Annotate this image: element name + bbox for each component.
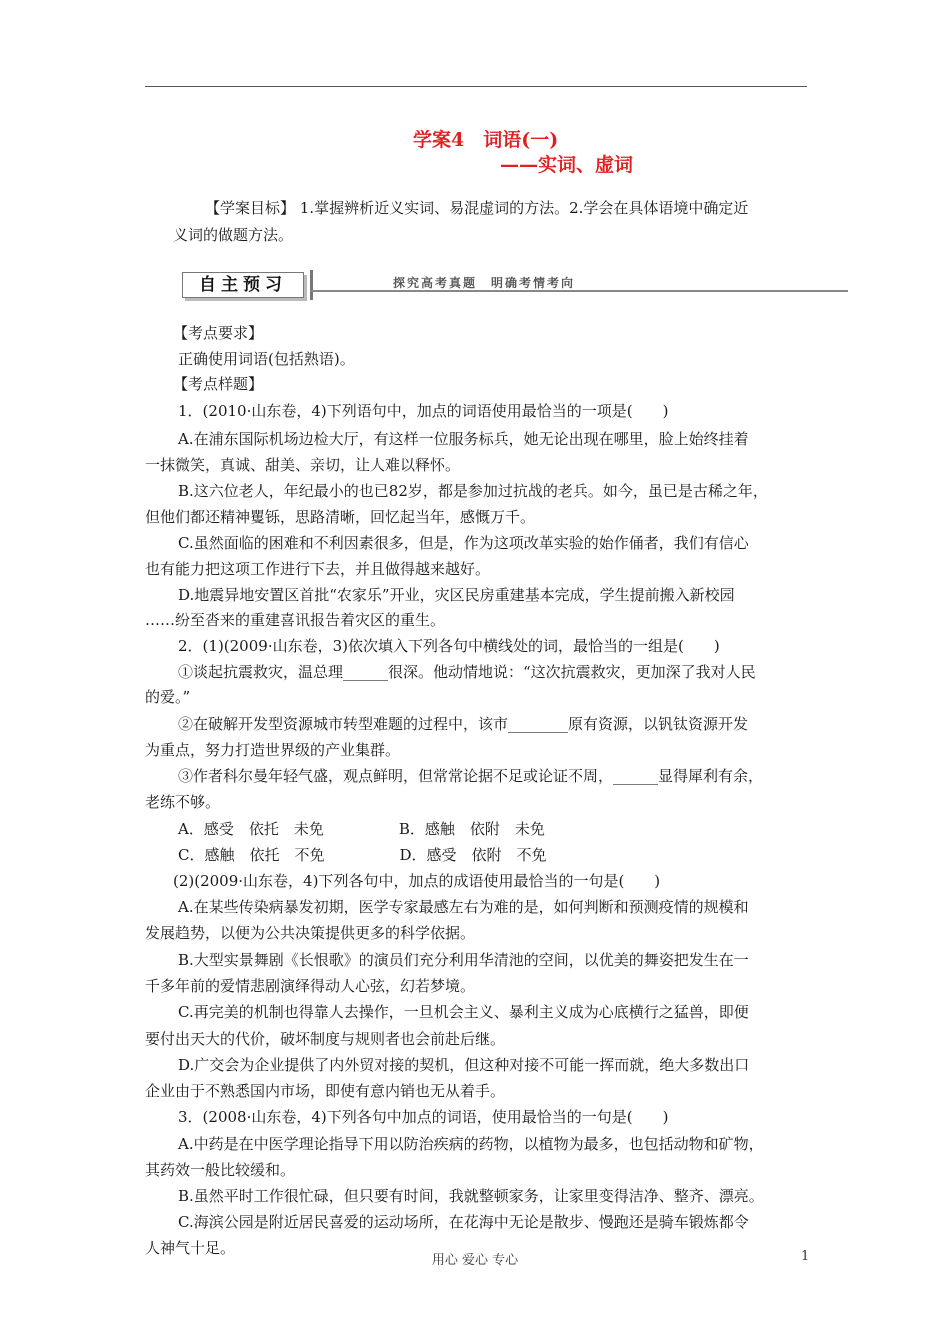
text-line: 一抹微笑，真诚、甜美、亲切，让人难以释怀。 — [145, 456, 461, 474]
text-line: 发展趋势，以便为公共决策提供更多的科学依据。 — [145, 924, 476, 942]
text-line: 企业由于不熟悉国内市场，即使有意内销也无从着手。 — [145, 1082, 506, 1100]
footer-text: 用心 爱心 专心 — [431, 1253, 519, 1268]
objective-line: 义词的做题方法。 — [173, 226, 294, 244]
text-line: 人神气十足。 — [145, 1239, 236, 1257]
lesson-subtitle: ——实词、虚词 — [500, 154, 634, 176]
text-line: A.中药是在中医学理论指导下用以防治疾病的药物，以植物为最多，也包括动物和矿物， — [178, 1135, 764, 1153]
text-line: 【考点样题】 — [173, 375, 264, 393]
banner-divider — [310, 270, 313, 300]
lesson-title: 学案4 词语(一) — [413, 129, 559, 151]
text-line: 但他们都还精神矍铄，思路清晰，回忆起当年，感慨万千。 — [145, 508, 536, 526]
page-number: 1 — [801, 1249, 810, 1264]
text-line: D.地震异地安置区首批“农家乐”开业，灾区民房重建基本完成，学生提前搬入新校园 — [178, 586, 735, 604]
text-line: 2．(1)(2009·山东卷，3)依次填入下列各句中横线处的词，最恰当的一组是( ) — [178, 637, 720, 655]
text-line: 3．(2008·山东卷，4)下列各句中加点的词语，使用最恰当的一句是( ) — [178, 1108, 669, 1126]
text-line: ①谈起抗震救灾，温总理______很深。他动情地说：“这次抗震救灾，更加深了我对人民 — [178, 663, 756, 681]
text-line: C.海滨公园是附近居民喜爱的运动场所，在花海中无论是散步、慢跑还是骑车锻炼都令 — [178, 1213, 749, 1231]
text-line: B.虽然平时工作很忙碌，但只要有时间，我就整顿家务，让家里变得洁净、整齐、漂亮。 — [178, 1187, 764, 1205]
text-line: ③作者科尔曼年轻气盛，观点鲜明，但常常论据不足或论证不周，______显得犀利有余， — [178, 767, 764, 785]
text-line: C．感触 依托 不免 D．感受 依附 不免 — [178, 846, 547, 864]
banner-subtitle: 探究高考真题 明确考情考向 — [393, 276, 576, 290]
text-line: 其药效一般比较缓和。 — [145, 1161, 296, 1179]
banner-rule — [310, 290, 848, 292]
text-line: B.大型实景舞剧《长恨歌》的演员们充分利用华清池的空间，以优美的舞姿把发生在一 — [178, 951, 749, 969]
text-line: A.在某些传染病暴发初期，医学专家最感左右为难的是，如何判断和预测疫情的规模和 — [178, 898, 749, 916]
text-line: 为重点，努力打造世界级的产业集群。 — [145, 741, 401, 759]
text-line: A．感受 依托 未免 B．感触 依附 未免 — [178, 820, 545, 838]
text-line: 的爱。” — [145, 688, 191, 706]
text-line: 老练不够。 — [145, 793, 221, 811]
text-line: 千多年前的爱情悲剧演绎得动人心弦，幻若梦境。 — [145, 977, 476, 995]
objective-line: 【学案目标】 1.掌握辨析近义实词、易混虚词的方法。2.学会在具体语境中确定近 — [205, 199, 749, 217]
text-line: ②在破解开发型资源城市转型难题的过程中，该市________原有资源，以钒钛资源开发 — [178, 715, 749, 733]
text-line: (2)(2009·山东卷，4)下列各句中，加点的成语使用最恰当的一句是( ) — [173, 872, 661, 890]
text-line: C.虽然面临的困难和不利因素很多，但是，作为这项改革实验的始作俑者，我们有信心 — [178, 534, 749, 552]
text-line: 要付出天大的代价，破坏制度与规则者也会前赴后继。 — [145, 1030, 506, 1048]
text-line: ……纷至沓来的重建喜讯报告着灾区的重生。 — [145, 611, 446, 629]
banner-label: 自主预习 — [182, 272, 304, 298]
text-line: B.这六位老人，年纪最小的也已82岁，都是参加过抗战的老兵。如今，虽已是古稀之年， — [178, 482, 768, 500]
text-line: A.在浦东国际机场边检大厅，有这样一位服务标兵，她无论出现在哪里，脸上始终挂着 — [178, 430, 749, 448]
text-line: 1．(2010·山东卷，4)下列语句中，加点的词语使用最恰当的一项是( ) — [178, 402, 669, 420]
text-line: C.再完美的机制也得靠人去操作，一旦机会主义、暴利主义成为心底横行之猛兽，即便 — [178, 1003, 749, 1021]
text-line: 【考点要求】 — [173, 324, 264, 342]
text-line: 正确使用词语(包括熟语)。 — [178, 350, 355, 368]
header-rule — [145, 86, 807, 87]
text-line: D.广交会为企业提供了内外贸对接的契机，但这种对接不可能一挥而就，绝大多数出口 — [178, 1056, 750, 1074]
text-line: 也有能力把这项工作进行下去，并且做得越来越好。 — [145, 560, 491, 578]
section-banner — [182, 270, 848, 300]
